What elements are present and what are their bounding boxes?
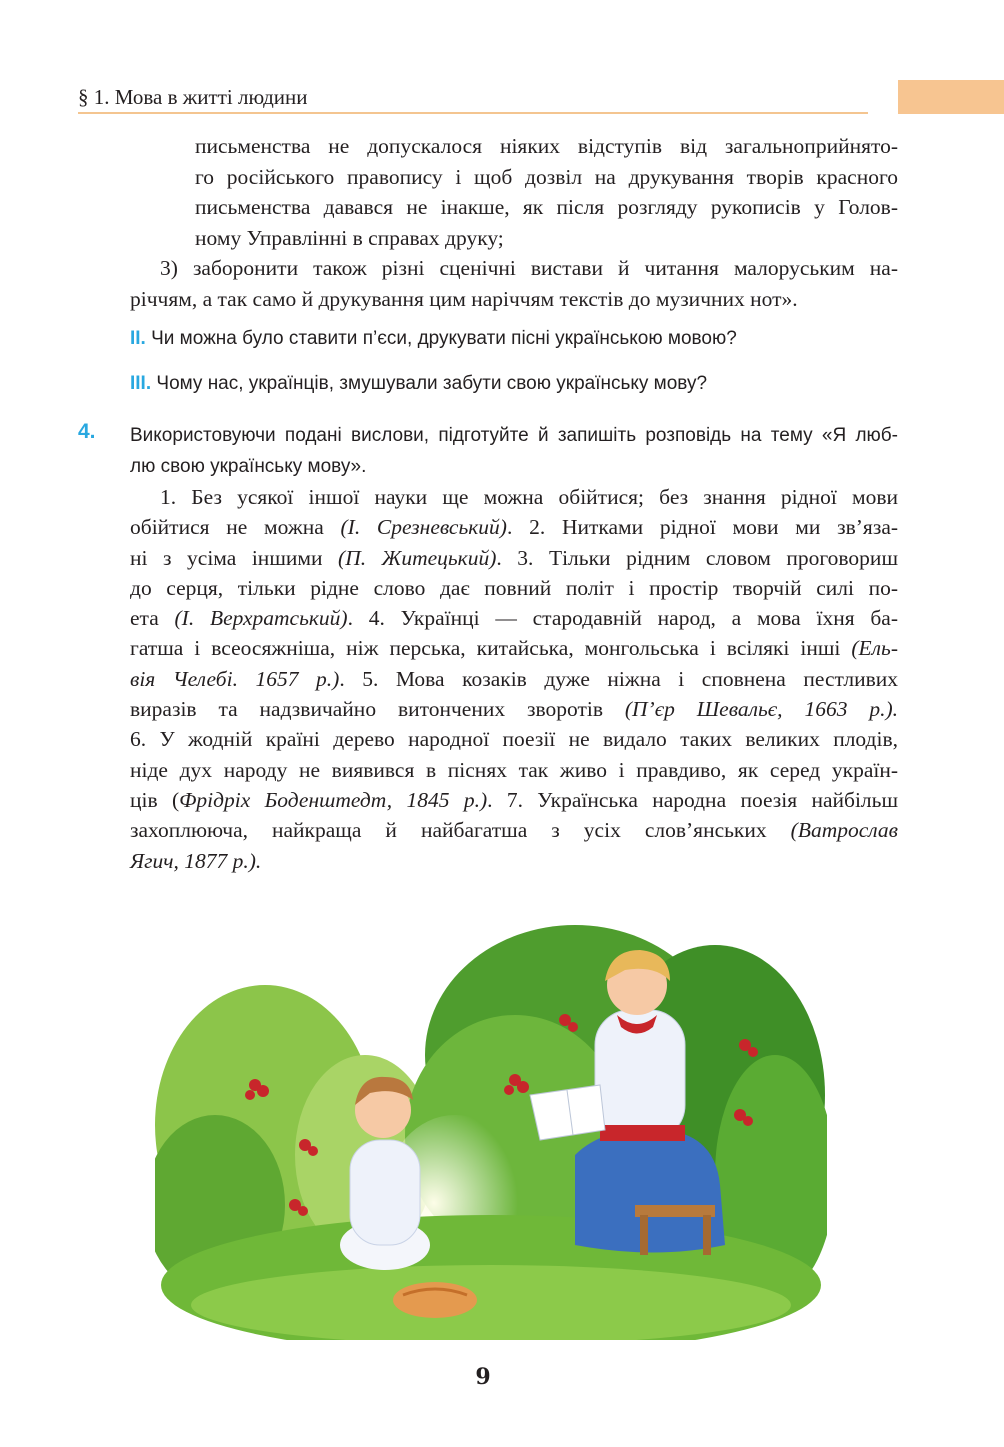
excerpt-line: річчям, а так само й друкування цим наріччям текстів до музичних нот». — [130, 286, 798, 311]
illustration-mother-reading-to-boy — [155, 915, 827, 1340]
quote-author: (Ель- — [851, 636, 898, 661]
quote-line: ета (І. Верхратський). 4. Українці — стародавній народ, а мова їхня ба- — [130, 606, 898, 631]
running-header — [78, 82, 868, 114]
quote-author: вія Челебі. 1657 р.) — [130, 666, 340, 691]
task-number: 4. — [78, 420, 96, 443]
sleeping-cat — [393, 1282, 477, 1318]
question-text: Чому нас, українців, змушували забути свою українську мову? — [156, 373, 708, 394]
quotes-paragraph — [130, 482, 898, 876]
excerpt-line: го російського правопису і щоб дозвіл на друкування творів красного — [195, 164, 898, 189]
header-tab-decoration — [898, 80, 1004, 114]
excerpt-line: 3) заборонити також різні сценічні вистави й читання малоруським на- — [160, 256, 898, 280]
decree-excerpt — [195, 131, 898, 253]
section-title: § 1. Мова в житті людини — [78, 85, 308, 109]
quote-line: ців (Фрідріх Боденштедт, 1845 р.). 7. Українська народна поезія найбільш — [130, 787, 899, 812]
quote-author: Фрідріх Боденштедт, 1845 р.) — [179, 787, 488, 812]
quote-author: (І. Верхратський) — [174, 606, 348, 631]
quote-line: ніде дух народу не виявився в піснях так живо і правдиво, як серед україн- — [130, 757, 898, 782]
excerpt-line: ному Управлінні в справах друку; — [195, 225, 504, 250]
quote-line: 1. Без усякої іншої науки ще можна обійтися; без знання рідної мови — [160, 485, 898, 509]
task-line: лю свою українську мову». — [130, 456, 367, 477]
quote-author: (П. Житецький) — [338, 545, 497, 570]
quote-line: до серця, тільки рідне слово дає повний політ і простір творчій силі по- — [130, 575, 898, 600]
quote-author: (П’єр Шевальє, 1663 р.). — [624, 697, 898, 722]
question-3 — [130, 373, 707, 395]
question-number: III. — [130, 373, 152, 394]
excerpt-line: письменства не допускалося ніяких відступів від загальноприйнято- — [195, 134, 898, 158]
quote-line: 6. У жодній країні дерево народної поезії не видало таких великих плодів, — [130, 727, 898, 752]
task-instruction — [130, 420, 898, 482]
question-2 — [130, 328, 737, 350]
question-number: II. — [130, 328, 146, 349]
quote-line: обійтися не можна (І. Срезневський). 2. Нитками рідної мови ми зв’яза- — [130, 515, 899, 540]
quote-line: гатша і всеосяжніша, ніж перська, китайська, монгольська і всілякі інші (Ель- — [130, 636, 898, 661]
quote-line: захоплююча, найкраща й найбагатша з усіх слов’янських (Ватрослав — [130, 818, 898, 843]
quote-line: вія Челебі. 1657 р.). 5. Мова козаків дуже ніжна і сповнена пестливих — [130, 666, 898, 691]
quote-line: виразів та надзвичайно витончених зворотів (П’єр Шевальє, 1663 р.). — [130, 697, 898, 722]
task-line: Використовуючи подані вислови, підготуйте й запишіть розповідь на тему «Я люб- — [130, 425, 898, 446]
excerpt-line: письменства давався не інакше, як після розгляду рукописів у Голов- — [195, 195, 898, 219]
quote-author: (І. Срезневський) — [340, 515, 507, 540]
quote-line: ні з усіма іншими (П. Житецький). 3. Тільки рідним словом проговориш — [130, 545, 898, 570]
decree-item-3 — [130, 253, 898, 314]
quote-line — [130, 846, 898, 876]
page-number: 9 — [475, 1364, 491, 1390]
question-text: Чи можна було ставити п’єси, друкувати пісні українською мовою? — [151, 328, 737, 349]
quote-author: (Ватрослав — [790, 818, 898, 843]
quote-author: Ягич, 1877 р.). — [130, 848, 262, 873]
